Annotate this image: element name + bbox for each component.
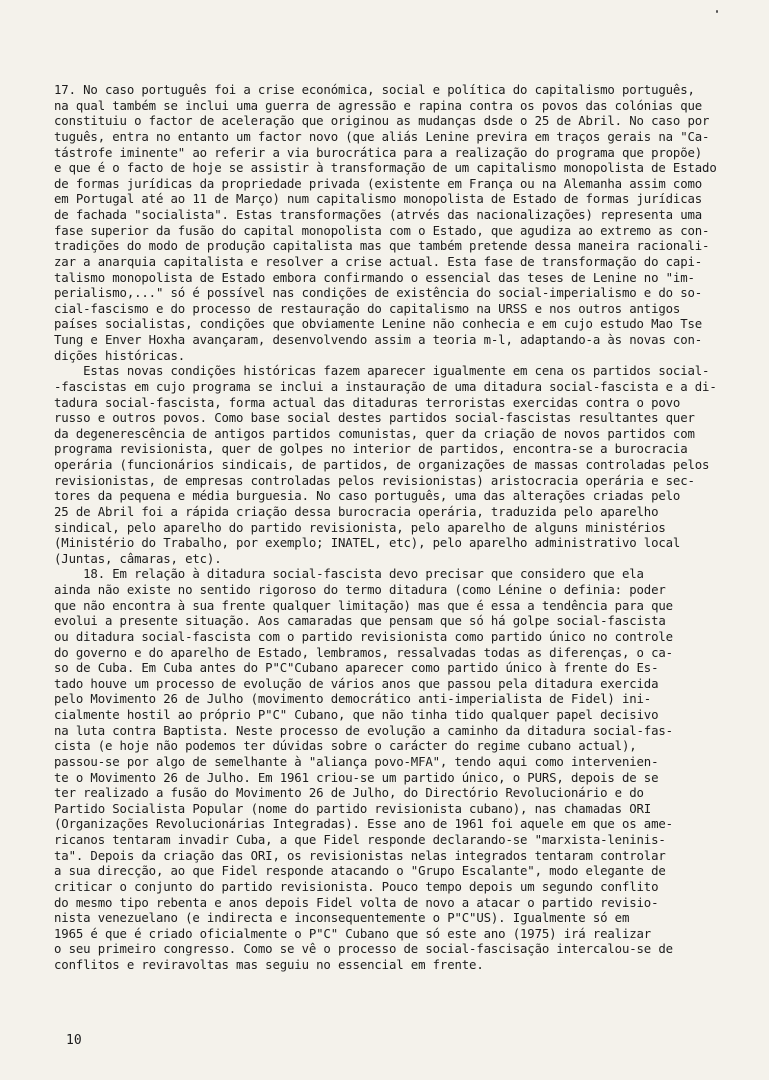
text-line: (Ministério do Trabalho, por exemplo; INATEL, etc), pelo aparelho administrativo local: [54, 536, 681, 551]
text-line: de fachada "socialista". Estas transformações (atrvés das nacionalizações) representa uma: [54, 208, 703, 222]
text-line: 25 de Abril foi a rápida criação dessa burocracia operária, traduzida pelo aparelho: [54, 504, 659, 519]
text-line: dições históricas.: [54, 348, 186, 363]
text-line: Estas novas condições históricas fazem aparecer igualmente em cena os partidos social-: [54, 364, 710, 379]
text-line: tuguês, entra no entanto um factor novo (que aliás Lenine previra em traços gerais na "Ca-: [54, 129, 710, 144]
text-line: cialmente hostil ao próprio P"C" Cubano, que não tinha tido qualquer papel decisivo: [54, 708, 659, 722]
text-line: 18. Em relação à ditadura social-fascista devo precisar que considero que ela: [54, 567, 644, 582]
text-line: conflitos e reviravoltas mas seguiu no essencial em frente.: [54, 958, 484, 972]
text-line: o seu primeiro congresso. Como se vê o processo de social-fascisação intercalou-se de: [54, 942, 673, 957]
text-line: de formas jurídicas da propriedade privada (existente em França ou na Alemanha assim como: [54, 176, 703, 191]
text-line: passou-se por algo de semelhante à "aliança povo-MFA", tendo aqui como intervenien-: [54, 754, 659, 769]
text-line: do governo e do aparelho de Estado, lembramos, ressalvadas todas as diferenças, o ca-: [54, 645, 673, 660]
text-line: zar a anarquia capitalista e resolver a crise actual. Esta fase de transformação do capi-: [54, 254, 703, 269]
text-line: ainda não existe no sentido rigoroso do termo ditadura (como Lénine o definia: poder: [54, 583, 666, 597]
text-line: fase superior da fusão do capital monopolista com o Estado, que agudiza ao extremo as con-: [54, 223, 710, 238]
text-line: Tung e Enver Hoxha avançaram, desenvolvendo assim a teoria m-l, adaptando-a às novas con-: [54, 333, 703, 347]
text-line: -fascistas em cujo programa se inclui a instauração de uma ditadura social-fascista e a di-: [54, 379, 717, 394]
text-line: tores da pequena e média burguesia. No caso português, uma das alterações criadas pelo: [54, 489, 681, 504]
text-line: ter realizado a fusão do Movimento 26 de Julho, do Directório Revolucionário e do: [54, 786, 644, 801]
text-line: que não encontra à sua frente qualquer limitação) mas que é essa a tendência para que: [54, 598, 673, 613]
text-line: nista venezuelano (e indirecta e inconsequentemente o P"C"US). Igualmente só em: [54, 911, 630, 926]
text-line: ta". Depois da criação das ORI, os revisionistas nelas integrados tentaram controlar: [54, 848, 666, 863]
text-line: perialismo,..." só é possível nas condições de existência do social-imperialismo e do so-: [54, 286, 703, 301]
text-line: operária (funcionários sindicais, de partidos, de organizações de massas controladas pelos: [54, 458, 710, 472]
text-line: pelo Movimento 26 de Julho (movimento democrático anti-imperialista de Fidel) ini-: [54, 692, 652, 707]
text-line: tado houve um processo de evolução de vários anos que passou pela ditadura exercida: [54, 676, 659, 691]
text-line: cista (e hoje não podemos ter dúvidas sobre o carácter do regime cubano actual),: [54, 739, 637, 754]
text-line: 17. No caso português foi a crise económica, social e política do capitalismo português,: [54, 83, 695, 97]
text-line: programa revisionista, quer de golpes no interior de partidos, encontra-se a burocracia: [54, 442, 688, 457]
text-line: sindical, pelo aparelho do partido revisionista, pelo aparelho de alguns ministérios: [54, 520, 666, 535]
text-line: ricanos tentaram invadir Cuba, a que Fidel responde declarando-se "marxista-leninis-: [54, 833, 666, 847]
text-line: na luta contra Baptista. Neste processo de evolução a caminho da ditadura social-fas-: [54, 723, 673, 738]
text-line: Partido Socialista Popular (nome do partido revisionista cubano), nas chamadas ORI: [54, 801, 652, 816]
text-line: ou ditadura social-fascista com o partido revisionista como partido único no controle: [54, 629, 673, 644]
text-line: a sua direcção, ao que Fidel responde atacando o "Grupo Escalante", modo elegante de: [54, 864, 666, 879]
text-line: (Organizações Revolucionárias Integradas). Esse ano de 1961 foi aquele em que os ame-: [54, 817, 673, 832]
text-line: evolui a presente situação. Aos camaradas que pensam que só há golpe social-fascista: [54, 614, 666, 629]
text-line: e que é o facto de hoje se assistir à transformação de um capitalismo monopolista de Estado: [54, 161, 717, 176]
text-line: so de Cuba. Em Cuba antes do P"C"Cubano aparecer como partido único à frente do Es-: [54, 661, 659, 676]
text-line: talismo monopolista de Estado embora confirmando o essencial das teses de Lenine no "im-: [54, 270, 695, 285]
text-line: te o Movimento 26 de Julho. Em 1961 criou-se um partido único, o PURS, depois de se: [54, 770, 659, 785]
text-line: criticar o conjunto do partido revisionista. Pouco tempo depois um segundo conflito: [54, 879, 659, 894]
page-number: 10: [66, 1033, 82, 1048]
text-line: na qual também se inclui uma guerra de agressão e rapina contra os povos das colónias que: [54, 98, 703, 113]
body-text: [54, 83, 754, 974]
text-line: tadura social-fascista, forma actual das ditaduras terroristas exercidas contra o povo: [54, 395, 681, 410]
text-line: tástrofe iminente" ao referir a via burocrática para a realização do programa que propõe): [54, 145, 703, 160]
text-line: do mesmo tipo rebenta e anos depois Fidel volta de novo a atacar o partido revisio-: [54, 895, 659, 910]
text-line: russo e outros povos. Como base social destes partidos social-fascistas resultantes quer: [54, 411, 695, 426]
text-line: países socialistas, condições que obviamente Lenine não conhecia e em cujo estudo Mao Tse: [54, 317, 703, 332]
text-line: tradições do modo de produção capitalista mas que também pretende dessa maneira racionali-: [54, 239, 710, 254]
text-line: 1965 é que é criado oficialmente o P"C" Cubano que só este ano (1975) irá realizar: [54, 926, 652, 941]
text-line: em Portugal até ao 11 de Março) num capitalismo monopolista de Estado de formas jurídicas: [54, 192, 703, 207]
text-line: cial-fascismo e do processo de restauração do capitalismo na URSS e nos outros antigos: [54, 301, 681, 316]
paper-speck: [716, 10, 718, 13]
text-line: revisionistas, de empresas controladas pelos revisionistas) aristocracia operária e sec-: [54, 473, 695, 488]
text-line: da degenerescência de antigos partidos comunistas, quer da criação de novos partidos com: [54, 426, 695, 441]
text-line: (Juntas, câmaras, etc).: [54, 551, 222, 566]
text-line: constituiu o factor de aceleração que originou as mudanças dsde o 25 de Abril. No caso por: [54, 114, 710, 129]
